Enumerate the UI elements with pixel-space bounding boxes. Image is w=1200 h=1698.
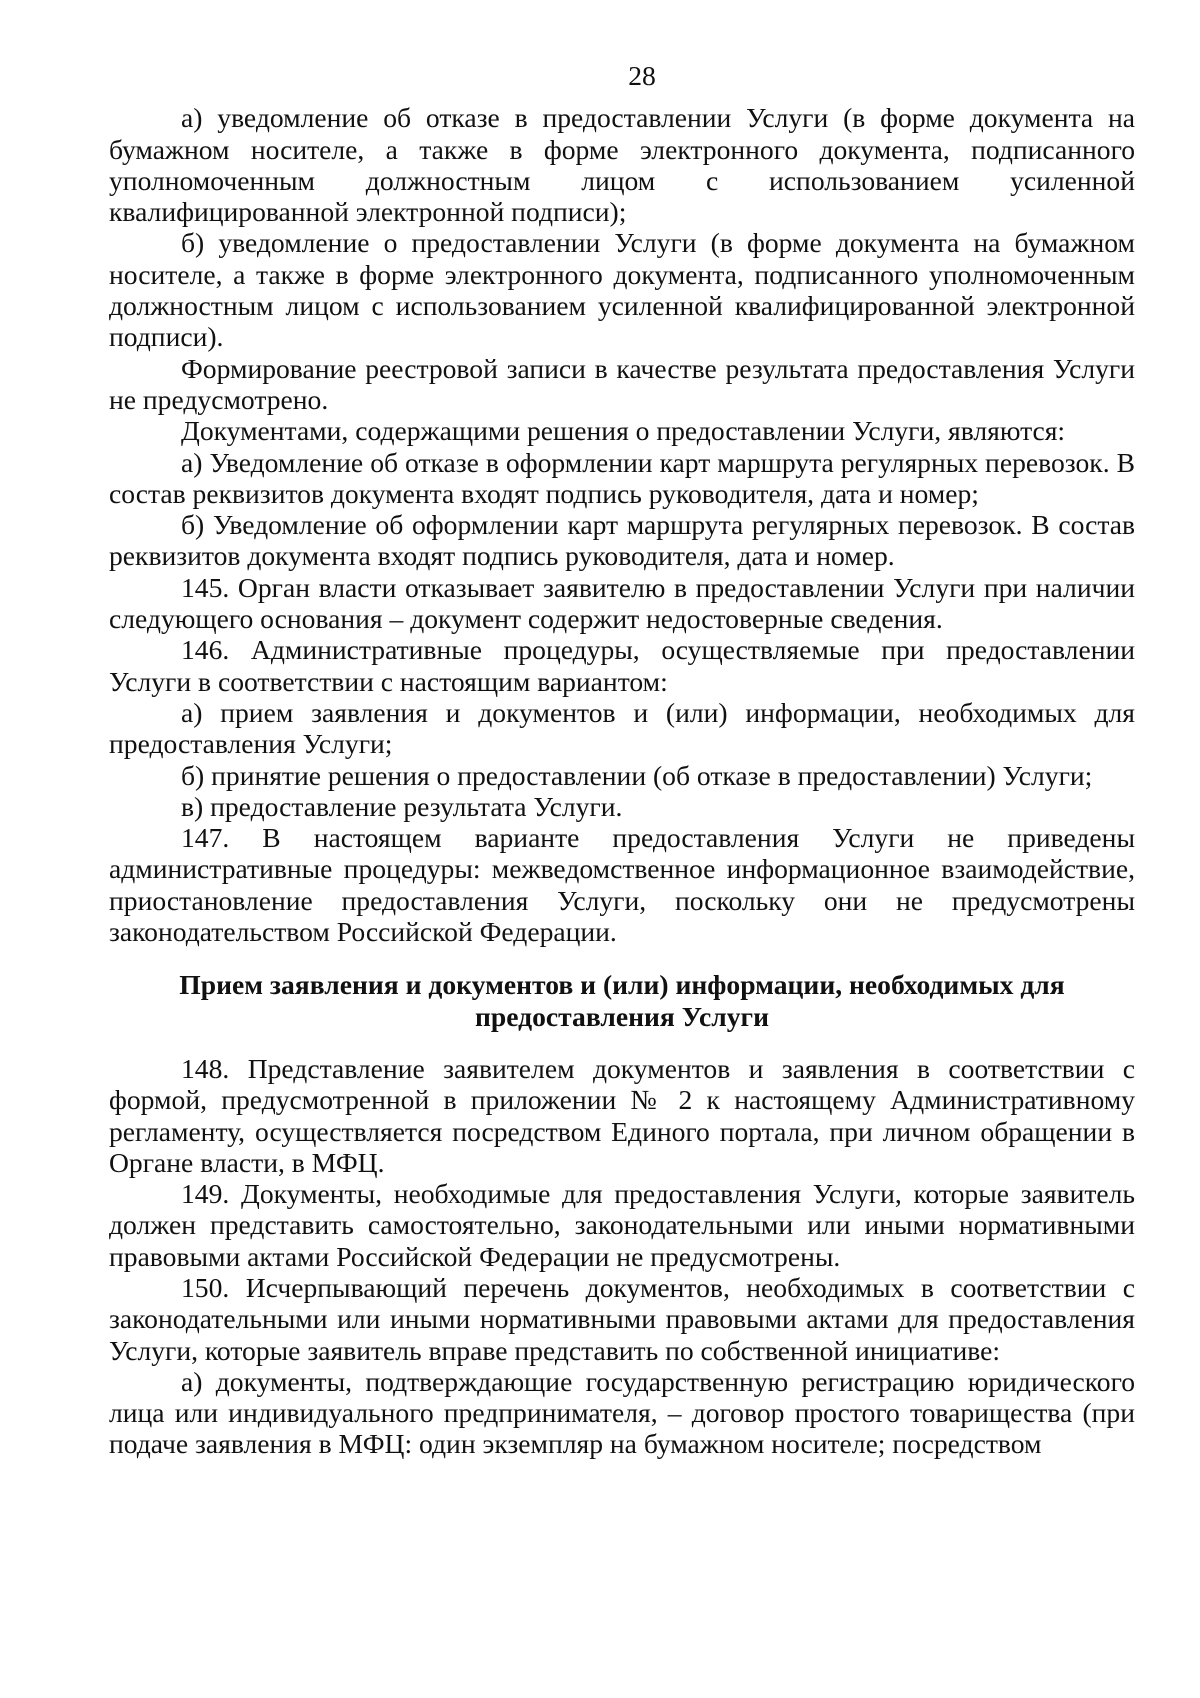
paragraph-146-a: а) прием заявления и документов и (или) информации, необходимых для предоставления Услуги; [109,696,1135,760]
paragraph-refusal-route-cards: а) Уведомление об отказе в оформлении карт маршрута регулярных перевозок. В состав реквизитов документа входят подпись руководителя, дата и номер; [109,446,1135,509]
paragraph-150: 150. Исчерпывающий перечень документов, необходимых в соответствии с законодательными или иными нормативными правовыми актами для предоставления Услуги, которые заявитель вправе представить по собственной инициативе: [109,1271,1135,1366]
paragraph-registry-record: Формирование реестровой записи в качестве результата предоставления Услуги не предусмотрено. [109,352,1135,415]
paragraph-149: 149. Документы, необходимые для предоставления Услуги, которые заявитель должен представить самостоятельно, законодательными или иными нормативными правовыми актами Российской Федерации не предусмотрены. [109,1178,1135,1272]
paragraph-decision-documents: Документами, содержащими решения о предоставлении Услуги, являются: [181,415,1066,447]
document-page [109,60,1135,1460]
paragraph-146-b: б) принятие решения о предоставлении (об отказе в предоставлении) Услуги; [181,759,1093,791]
paragraph-notice-provision: б) уведомление о предоставлении Услуги (в форме документа на бумажном носителе, а также в форме электронного документа, подписанного уполномоченным должностным лицом с использованием усиленной квалифицированной электронной подписи). [109,227,1135,353]
paragraph-147: 147. В настоящем варианте предоставления Услуги не приведены административные процедуры: межведомственное информационное взаимодействие, приостановление предоставления Услуги, поскольку они не предусмотрены законодательством Российской Федерации. [109,822,1135,948]
paragraph-issue-route-cards: б) Уведомление об оформлении карт маршрута регулярных перевозок. В состав реквизитов документа входят подпись руководителя, дата и номер. [109,509,1135,572]
paragraph-146: 146. Административные процедуры, осуществляемые при предоставлении Услуги в соответствии с настоящим вариантом: [109,634,1135,697]
paragraph-145: 145. Орган власти отказывает заявителю в предоставлении Услуги при наличии следующего основания – документ содержит недостоверные сведения. [109,571,1135,635]
paragraph-150-a: а) документы, подтверждающие государственную регистрацию юридического лица или индивидуального предпринимателя, – договор простого товарищества (при подаче заявления в МФЦ: один экземпляр на бумажном носителе; посредством [109,1365,1135,1460]
paragraph-146-c: в) предоставление результата Услуги. [181,790,623,822]
paragraph-148: 148. Представление заявителем документов и заявления в соответствии с формой, предусмотренной в приложении № 2 к настоящему Административному регламенту, осуществляется посредством Единого портала, при личном обращении в Органе власти, в МФЦ. [109,1052,1135,1178]
page-number: 28 [628,60,656,91]
paragraph-notice-refusal: а) уведомление об отказе в предоставлении Услуги (в форме документа на бумажном носителе, а также в форме электронного документа, подписанного уполномоченным должностным лицом с использованием усиленной квалифицированной электронной подписи); [109,102,1135,228]
section-heading: Прием заявления и документов и (или) информации, необходимых для предоставления Услуги [179,969,1065,1032]
